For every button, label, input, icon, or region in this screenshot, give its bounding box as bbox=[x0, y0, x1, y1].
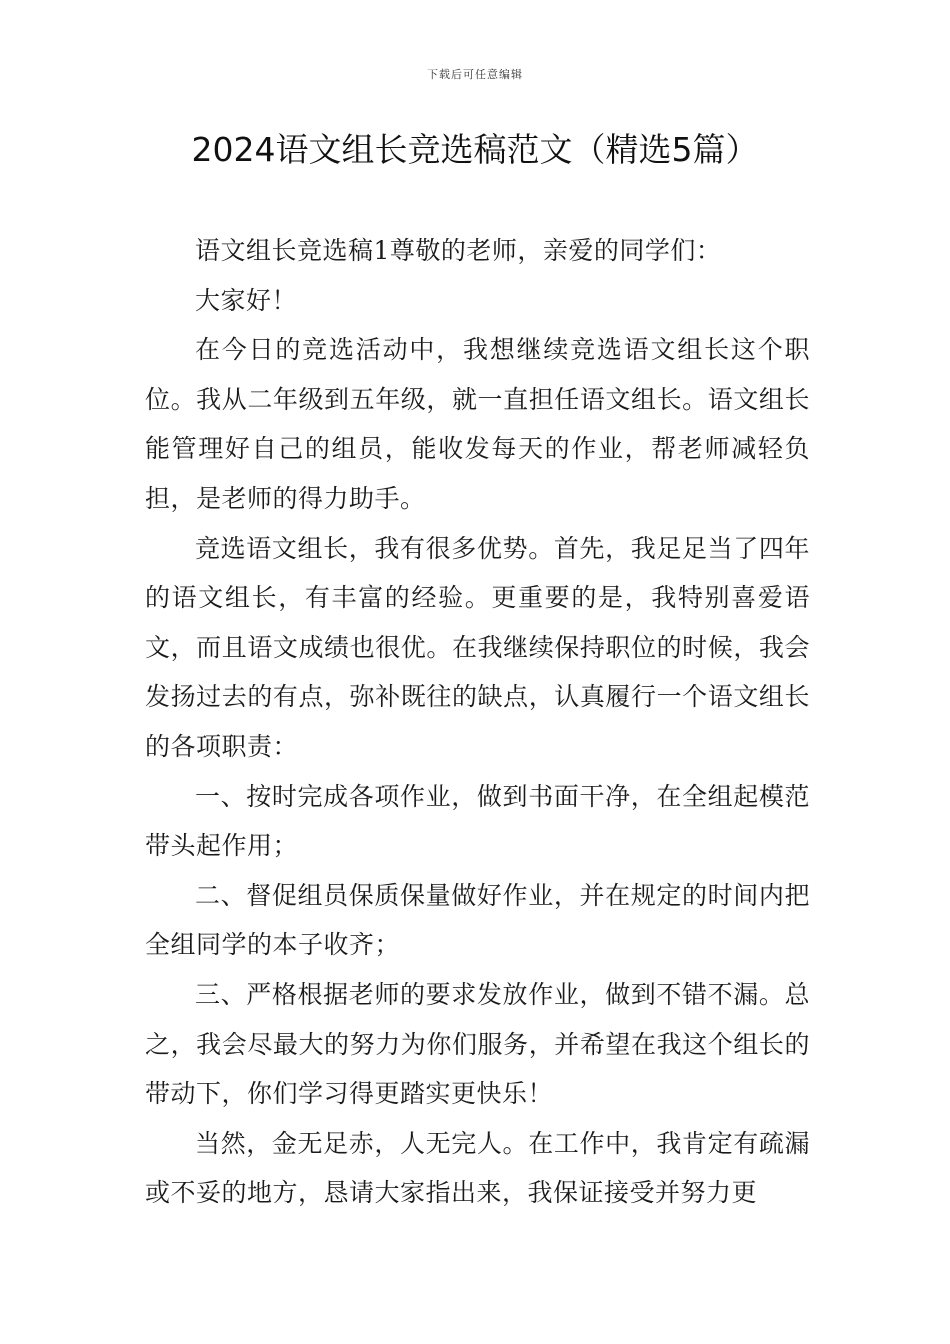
paragraph-duty-one: 一、按时完成各项作业，做到书面干净，在全组起模范带头起作用； bbox=[145, 781, 810, 861]
paragraph-advantages: 竞选语文组长，我有很多优势。首先，我足足当了四年的语文组长，有丰富的经验。更重要的是，我特别喜爱语文，而且语文成绩也很优。在我继续保持职位的时候，我会发扬过去的有点，弥补既往的缺点，认真履行一个语文组长的各项职责： bbox=[145, 533, 810, 761]
paragraph-duty-three: 三、严格根据老师的要求发放作业，做到不错不漏。总之，我会尽最大的努力为你们服务，并希望在我这个组长的带动下，你们学习得更踏实更快乐！ bbox=[145, 979, 810, 1109]
paragraph-closing: 当然，金无足赤，人无完人。在工作中，我肯定有疏漏或不妥的地方，恳请大家指出来，我保证接受并努力更 bbox=[145, 1128, 810, 1208]
paragraph-greeting-line: 语文组长竞选稿1尊敬的老师，亲爱的同学们： bbox=[195, 236, 722, 265]
header-note: 下载后可任意编辑 bbox=[427, 68, 523, 81]
paragraph-hello: 大家好！ bbox=[195, 285, 298, 315]
paragraph-intro: 在今日的竞选活动中，我想继续竞选语文组长这个职位。我从二年级到五年级，就一直担任语文组长。语文组长能管理好自己的组员，能收发每天的作业，帮老师减轻负担，是老师的得力助手。 bbox=[145, 335, 810, 513]
document-title: 2024语文组长竞选稿范文（精选5篇） bbox=[191, 130, 759, 169]
document-body bbox=[145, 226, 810, 1218]
paragraph-duty-two: 二、督促组员保质保量做好作业，并在规定的时间内把全组同学的本子收齐； bbox=[145, 880, 810, 960]
